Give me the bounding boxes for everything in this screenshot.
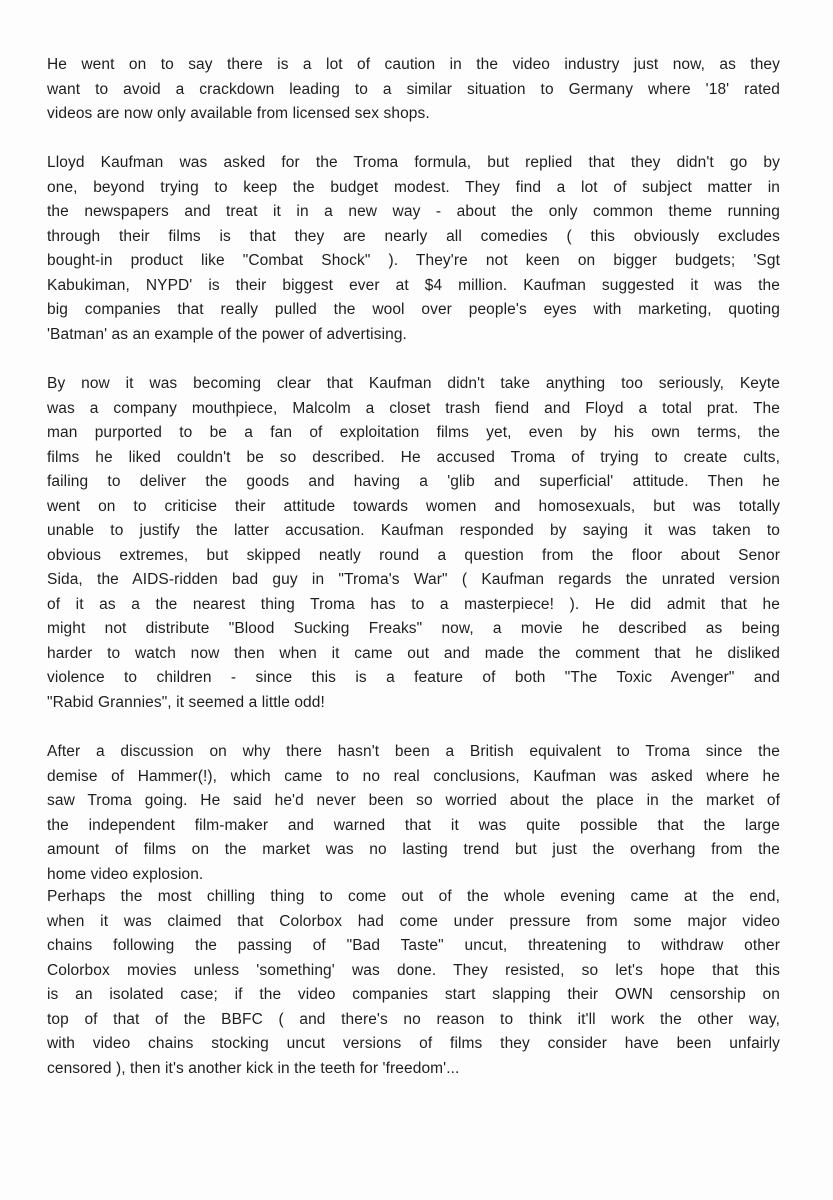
text-line: Perhaps the most chilling thing to come out of the whole evening came at the end, [47,888,780,905]
text-line: Sida, the AIDS-ridden bad guy in "Troma's War" ( Kaufman regards the unrated version [47,571,780,588]
text-line: amount of films on the market was no lasting trend but just the overhang from the [47,841,780,858]
text-line: obvious extremes, but skipped neatly round a question from the floor about Senor [47,546,780,564]
text-line: videos are now only available from licensed sex shops. [47,105,430,122]
text-line: failing to deliver the goods and having a 'glib and superficial' attitude. Then he [47,473,780,490]
text-line: went on to criticise their attitude towards women and homosexuals, but was totally [47,497,780,515]
text-line: of it as a the nearest thing Troma has to a masterpiece! ). He did admit that he [47,595,780,613]
text-line: might not distribute "Blood Sucking Freaks" now, a movie he described as being [47,620,780,637]
text-line: By now it was becoming clear that Kaufman didn't take anything too seriously, Keyte [47,375,780,392]
text-line: man purported to be a fan of exploitation films yet, even by his own terms, the [47,424,780,441]
paragraph [47,151,780,347]
text-line: bought-in product like "Combat Shock" ). They're not keen on bigger budgets; 'Sgt [47,252,780,269]
text-line: 'Batman' as an example of the power of advertising. [47,325,407,343]
text-line: was a company mouthpiece, Malcolm a closet trash fiend and Floyd a total prat. The [47,399,780,417]
paragraph [47,53,780,127]
text-line: chains following the passing of "Bad Taste" uncut, threatening to withdraw other [47,937,780,954]
paragraph [47,372,780,715]
text-line: films he liked couldn't be so described. He accused Troma of trying to create cults, [47,448,780,466]
text-line: top of that of the BBFC ( and there's no reason to think it'll work the other way, [47,1010,780,1028]
text-line: home video explosion. [47,865,204,883]
text-line: with video chains stocking uncut versions of films they consider have been unfairly [47,1035,780,1052]
text-line: is an isolated case; if the video companies start slapping their OWN censorship on [47,986,780,1003]
text-line: big companies that really pulled the wool over people's eyes with marketing, quoting [47,301,780,318]
text-line: censored ), then it's another kick in the teeth for 'freedom'... [47,1059,460,1077]
text-line: one, beyond trying to keep the budget modest. They find a lot of subject matter in [47,178,780,196]
text-line: the newspapers and treat it in a new way - about the only common theme running [47,203,780,220]
text-line: through their films is that they are nearly all comedies ( this obviously excludes [47,227,780,245]
text-line: Lloyd Kaufman was asked for the Troma formula, but replied that they didn't go by [47,154,780,171]
text-line: the independent film-maker and warned that it was quite possible that the large [47,816,780,834]
text-line: violence to children - since this is a feature of both "The Toxic Avenger" and [47,669,780,686]
text-line: After a discussion on why there hasn't been a British equivalent to Troma since the [47,743,780,760]
text-line: Colorbox movies unless 'something' was done. They resisted, so let's hope that this [47,961,780,979]
paragraph [47,740,780,887]
text-line: harder to watch now then when it came out and made the comment that he disliked [47,644,780,662]
text-line: unable to justify the latter accusation. Kaufman responded by saying it was taken to [47,522,780,539]
text-line: "Rabid Grannies", it seemed a little odd! [47,693,325,711]
paragraph [47,885,780,1081]
text-line: He went on to say there is a lot of caution in the video industry just now, as they [47,56,780,73]
text-line: when it was claimed that Colorbox had come under pressure from some major video [47,912,780,930]
text-line: saw Troma going. He said he'd never been so worried about the place in the market of [47,792,780,809]
text-line: want to avoid a crackdown leading to a similar situation to Germany where '18' rated [47,80,780,98]
text-line: demise of Hammer(!), which came to no real conclusions, Kaufman was asked where he [47,767,780,785]
text-line: Kabukiman, NYPD' is their biggest ever at $4 million. Kaufman suggested it was the [47,276,780,294]
